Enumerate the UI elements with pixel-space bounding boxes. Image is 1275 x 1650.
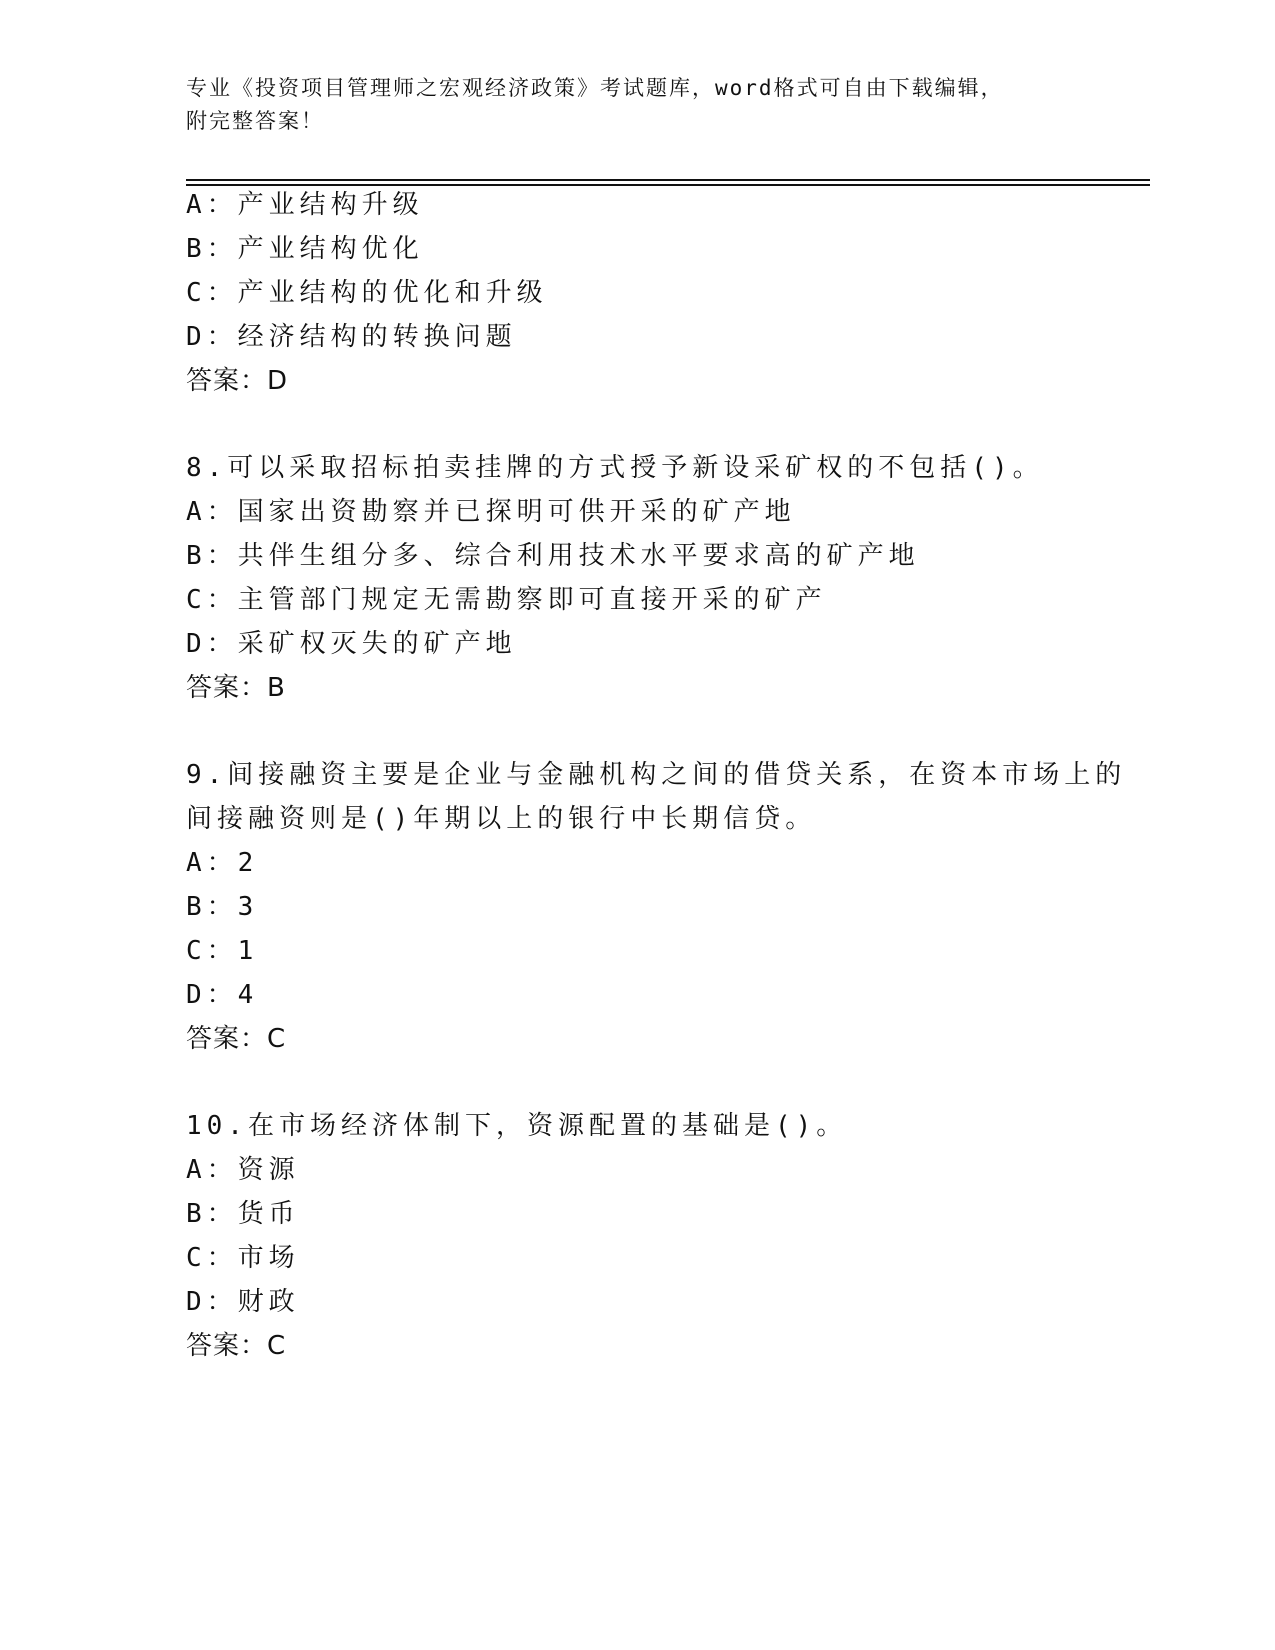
header-line-1: 专业《投资项目管理师之宏观经济政策》考试题库，word格式可自由下载编辑， [186,76,1004,100]
q10-option-d: D：财政 [186,1287,300,1317]
header-line-2: 附完整答案！ [186,109,324,133]
q8-answer: 答案：B [186,673,286,703]
q9-question-line-2: 间接融资则是()年期以上的银行中长期信贷。 [186,804,817,834]
q10-question: 10.在市场经济体制下，资源配置的基础是()。 [186,1111,848,1141]
header-divider-bottom [186,184,1150,186]
q10-option-a: A：资源 [186,1155,300,1185]
document-header [186,72,1086,138]
q8-option-b: B：共伴生组分多、综合利用技术水平要求高的矿产地 [186,541,920,571]
q7-answer: 答案：D [186,366,289,396]
q7-option-d: D：经济结构的转换问题 [186,322,517,352]
q7-option-c: C：产业结构的优化和升级 [186,278,548,308]
q9-option-d: D：4 [186,980,259,1010]
header-divider-top [186,179,1150,181]
q8-option-a: A：国家出资勘察并已探明可供开采的矿产地 [186,497,796,527]
q9-option-b: B：3 [186,892,259,922]
q9-option-c: C：1 [186,936,259,966]
q9-question-line-1: 9.间接融资主要是企业与金融机构之间的借贷关系，在资本市场上的 [186,760,1127,790]
q8-option-d: D：采矿权灭失的矿产地 [186,629,517,659]
q10-option-b: B：货币 [186,1199,300,1229]
q10-option-c: C：市场 [186,1243,300,1273]
q10-answer: 答案：C [186,1331,287,1361]
q9-answer: 答案：C [186,1024,287,1054]
q7-option-a: A：产业结构升级 [186,190,424,220]
q8-question: 8.可以采取招标拍卖挂牌的方式授予新设采矿权的不包括()。 [186,453,1044,483]
q9-option-a: A：2 [186,848,259,878]
q7-option-b: B：产业结构优化 [186,234,424,264]
q8-option-c: C：主管部门规定无需勘察即可直接开采的矿产 [186,585,827,615]
